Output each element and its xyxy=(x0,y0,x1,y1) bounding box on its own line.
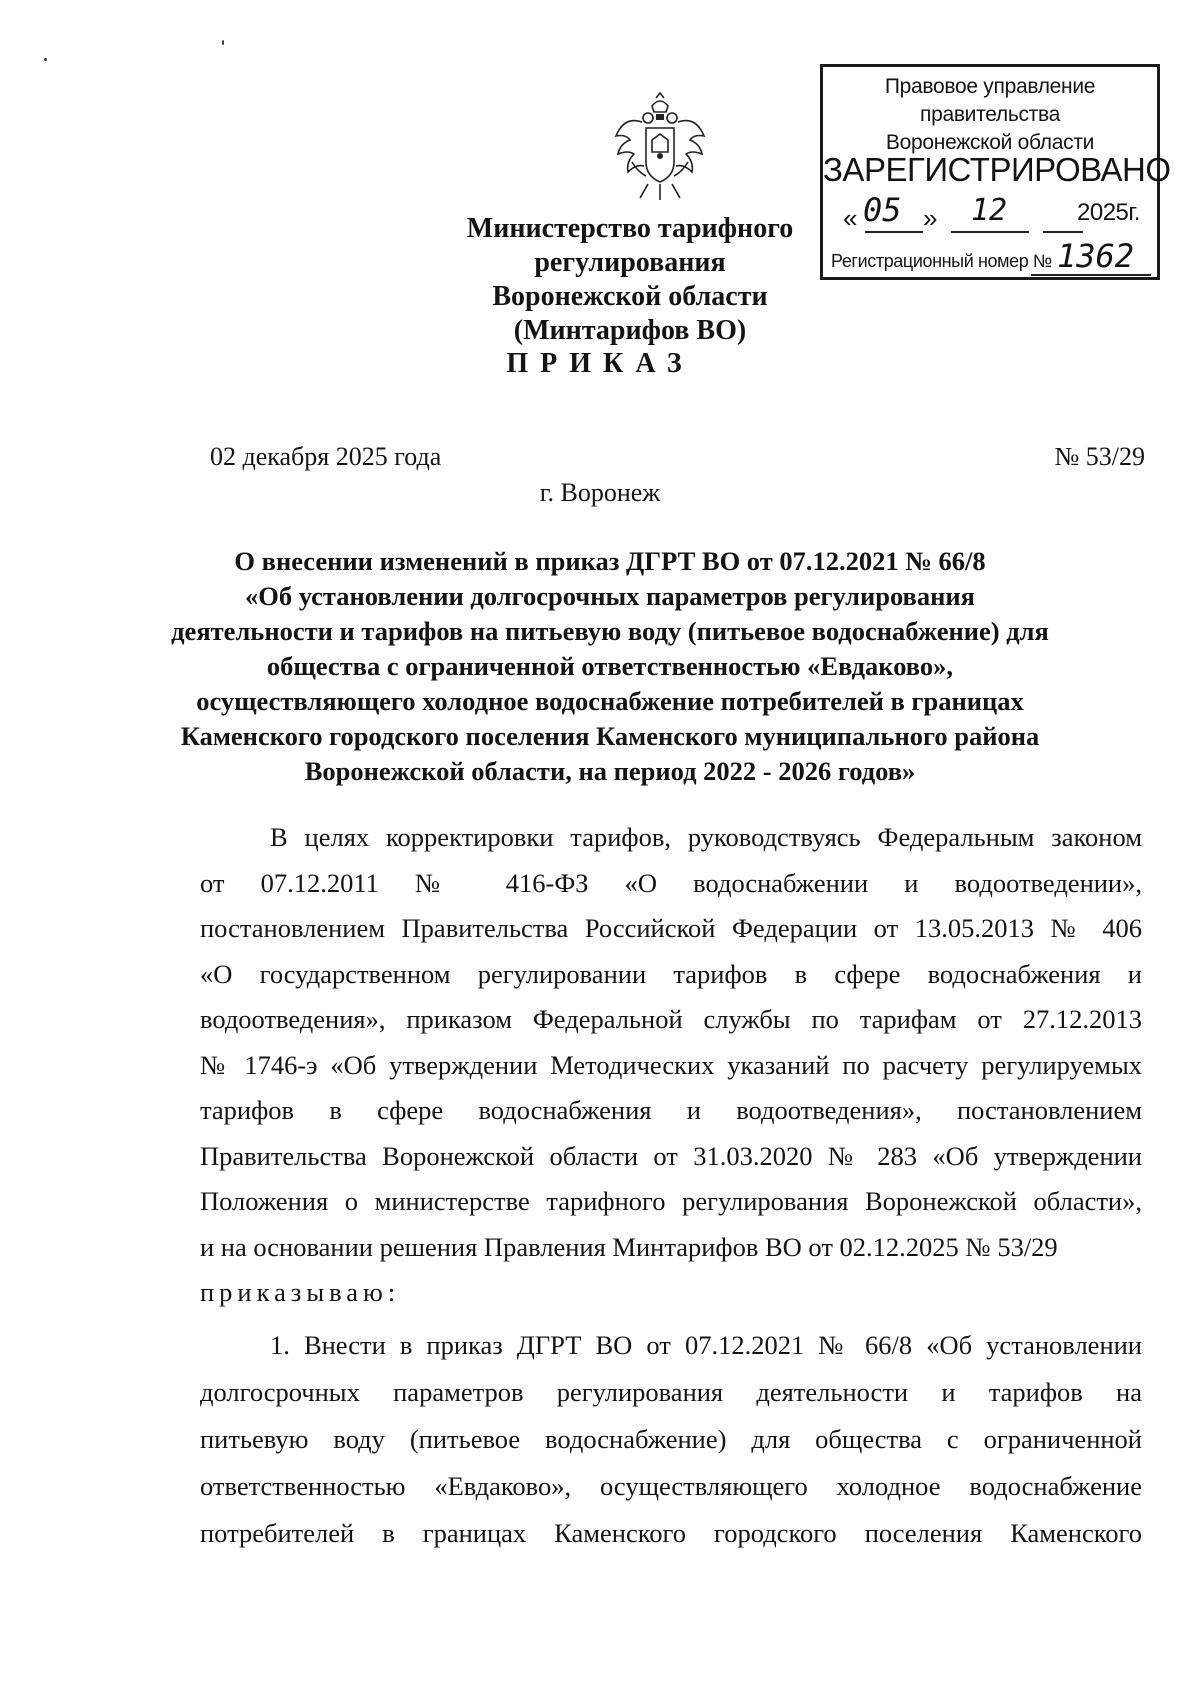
decree-word: приказываю: xyxy=(200,1277,401,1307)
stamp-registered-label: ЗАРЕГИСТРИРОВАНО xyxy=(823,151,1171,188)
order-date: 02 декабря 2025 года xyxy=(210,442,442,471)
body-line: В целях корректировки тарифов, руководствуясь Федеральным законом xyxy=(270,822,1142,852)
order-body xyxy=(200,815,1142,1557)
stamp-reg-number-value: 1362 xyxy=(1057,237,1135,275)
ministry-abbreviation: (Минтарифов ВО) xyxy=(513,315,747,346)
item-1-paragraph xyxy=(200,1322,1142,1557)
stamp-month: 12 xyxy=(971,193,1008,228)
stamp-quote-close: » xyxy=(923,203,938,233)
body-line: ответственностью «Евдаково», осуществляющего холодное водоснабжение xyxy=(200,1470,1142,1501)
document-type-heading: ПРИКАЗ xyxy=(506,348,694,379)
title-line: Каменского городского поселения Каменского муниципального района xyxy=(180,721,1040,751)
body-line: «О государственном регулировании тарифов в сфере водоснабжения и xyxy=(200,958,1142,989)
body-line: от 07.12.2011 № 416-ФЗ «О водоснабжении и водоотведении», xyxy=(200,867,1142,898)
scan-speck xyxy=(44,58,47,61)
title-line: О внесении изменений в приказ ДГРТ ВО от 07.12.2021 № 66/8 xyxy=(234,546,986,576)
title-line: осуществляющего холодное водоснабжение потребителей в границах xyxy=(196,686,1024,716)
body-line: тарифов в сфере водоснабжения и водоотведения», постановлением xyxy=(200,1095,1142,1125)
stamp-organization xyxy=(823,73,1157,157)
stamp-organization-line: Правовое управление правительства xyxy=(884,75,1096,126)
stamp-underline xyxy=(951,231,1029,233)
stamp-reg-number-label: Регистрационный номер № xyxy=(831,251,1052,271)
body-line: № 1746-э «Об утверждении Методических указаний по расчету регулируемых xyxy=(200,1049,1142,1080)
order-title xyxy=(170,544,1050,789)
body-line: долгосрочных параметров регулирования деятельности и тарифов на xyxy=(200,1376,1142,1407)
title-line: Воронежской области, на период 2022 - 2026 годов» xyxy=(304,756,916,786)
stamp-underline xyxy=(1031,274,1151,276)
preamble-paragraph xyxy=(200,815,1142,1316)
ministry-heading xyxy=(380,212,880,348)
order-number: № 53/29 xyxy=(1054,442,1145,471)
ministry-name-line: Воронежской области xyxy=(492,281,768,312)
body-line: постановлением Правительства Российской Федерации от 13.05.2013 № 406 xyxy=(200,913,1142,943)
title-line: общества с ограниченной ответственностью «Евдаково», xyxy=(266,651,954,681)
stamp-quote-open: « xyxy=(843,203,858,233)
stamp-underline xyxy=(1043,231,1083,233)
stamp-date xyxy=(843,193,1145,235)
title-line: деятельности и тарифов на питьевую воду (питьевое водоснабжение) для xyxy=(171,616,1049,646)
body-line: водоотведения», приказом Федеральной службы по тарифам от 27.12.2013 xyxy=(200,1004,1142,1034)
body-line: Правительства Воронежской области от 31.03.2020 № 283 «Об утверждении xyxy=(200,1140,1142,1171)
coat-of-arms-emblem xyxy=(612,92,708,204)
stamp-day: 05 xyxy=(863,191,902,229)
body-line: и на основании решения Правления Минтарифов ВО от 02.12.2025 № 53/29 xyxy=(200,1231,1058,1262)
ministry-name-line: Министерство тарифного регулирования xyxy=(466,213,794,278)
order-city: г. Воронеж xyxy=(539,478,661,507)
body-line: 1. Внести в приказ ДГРТ ВО от 07.12.2021 № 66/8 «Об установлении xyxy=(270,1329,1142,1360)
stamp-year: 2025г. xyxy=(1077,199,1140,226)
body-line: Положения о министерстве тарифного регулирования Воронежской области», xyxy=(200,1186,1142,1216)
body-line: питьевую воду (питьевое водоснабжение) для общества с ограниченной xyxy=(200,1423,1142,1454)
scan-speck xyxy=(222,40,224,45)
stamp-organization-line: Воронежской области xyxy=(885,131,1095,154)
body-line: потребителей в границах Каменского городского поселения Каменского xyxy=(200,1517,1142,1548)
title-line: «Об установлении долгосрочных параметров регулирования xyxy=(245,581,975,611)
